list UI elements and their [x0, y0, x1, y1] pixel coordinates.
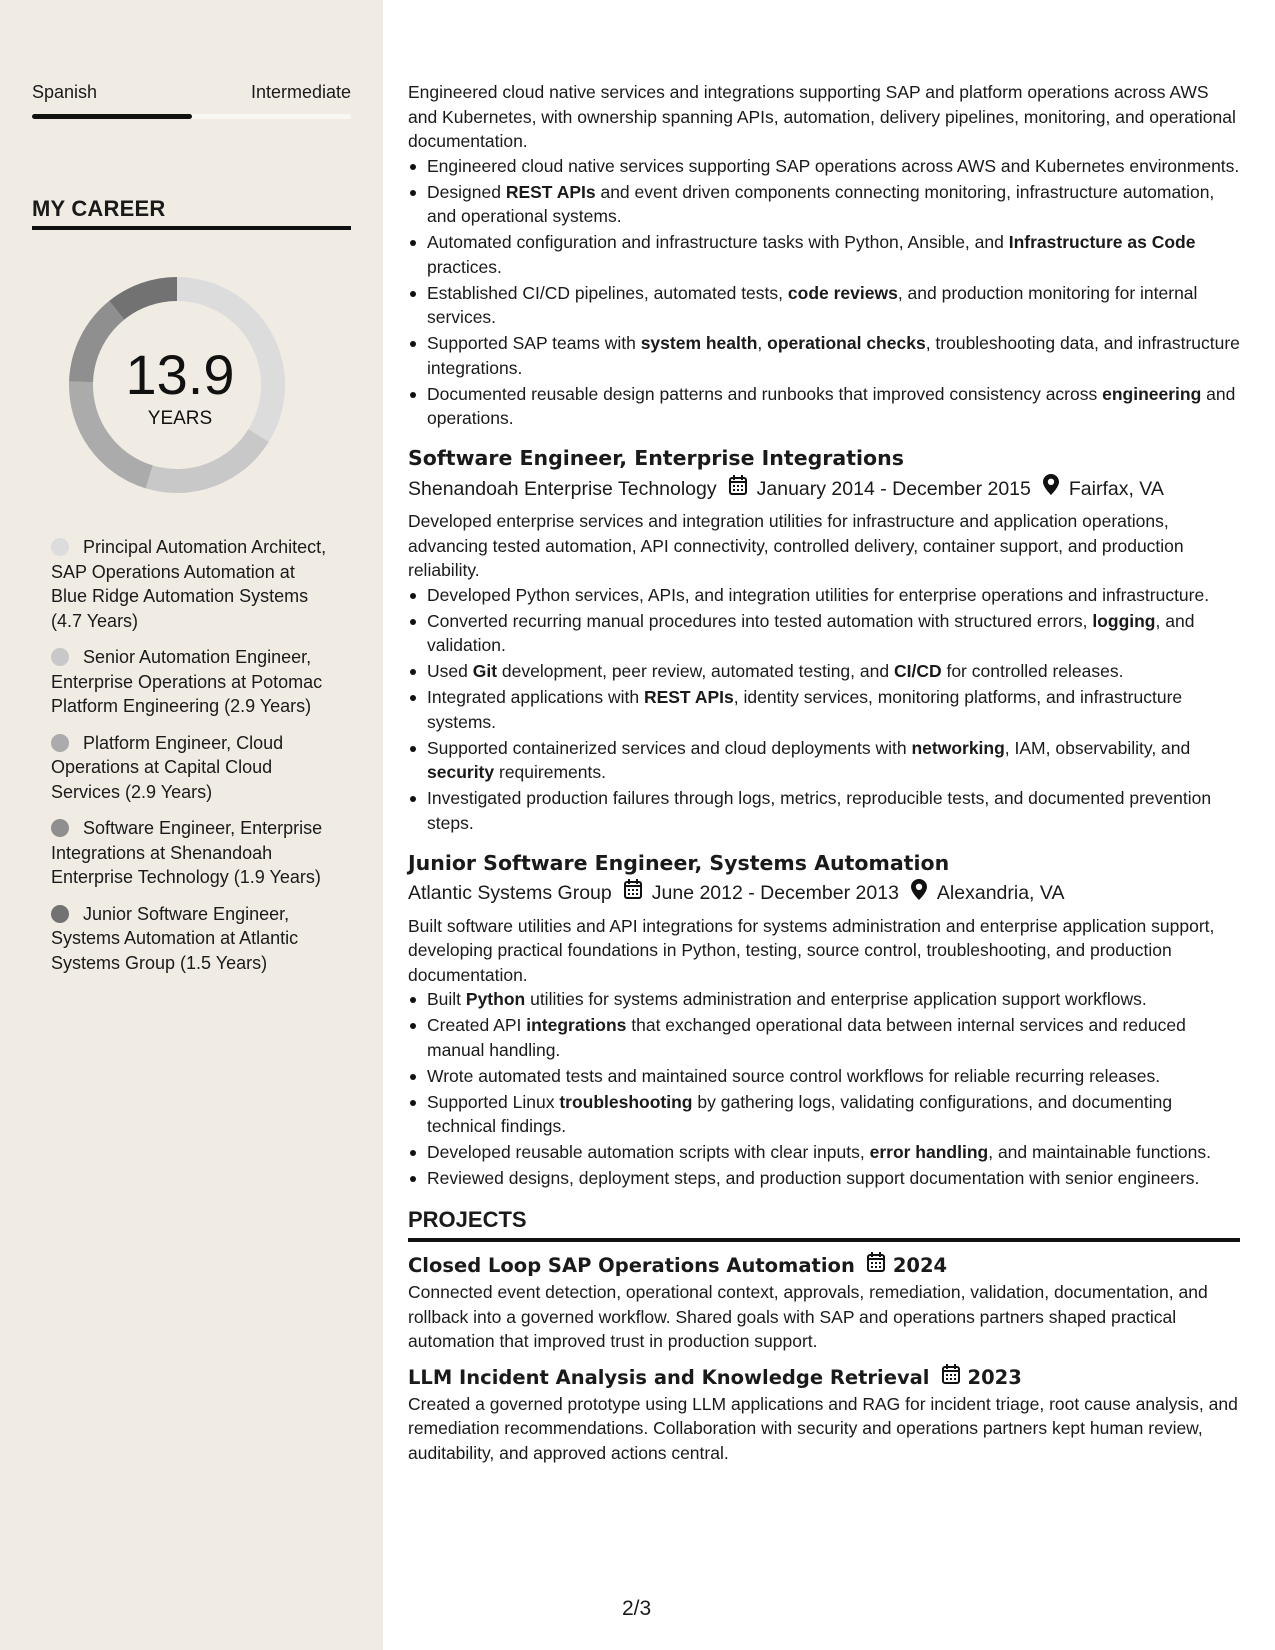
job3-dates: June 2012 - December 2013 [651, 882, 899, 904]
job2-location: Fairfax, VA [1068, 477, 1164, 500]
job2-summary: Developed enterprise services and integration utilities for infrastructure and application operations, advancing tested automation, API connectivity, controlled delivery, container support, and production reliability. [408, 511, 1184, 580]
bullet-item: Supported containerized services and cloud deployments with networking, IAM, observability, and security requirements. [427, 736, 1240, 785]
bullet-item: Created API integrations that exchanged operational data between internal services and reduced manual handling. [427, 1013, 1240, 1062]
donut-segment-5 [109, 277, 177, 320]
location-pin-icon [911, 879, 927, 908]
bullet-item: Wrote automated tests and maintained source control workflows for reliable recurring releases. [427, 1064, 1240, 1089]
page-number: 2/3 [622, 1597, 652, 1620]
bullet-item: Developed Python services, APIs, and integration utilities for enterprise operations and infrastructure. [427, 583, 1240, 608]
job2-meta [408, 474, 1240, 503]
legend-label: Platform Engineer, Cloud Operations at Capital Cloud Services (2.9 Years) [51, 732, 284, 802]
bullet-item: Engineered cloud native services supporting SAP operations across AWS and Kubernetes environments. [427, 154, 1240, 179]
calendar-icon [729, 475, 747, 503]
project-1-description: Connected event detection, operational context, approvals, remediation, validation, documentation, and rollback into a governed workflow. Shared goals with SAP and operations partners shaped practical automation that improved trust in production support. [408, 1282, 1208, 1351]
project-1-title-row [408, 1252, 1240, 1280]
job2-company: Shenandoah Enterprise Technology [408, 477, 717, 500]
bullet-item: Investigated production failures through logs, metrics, reproducible tests, and documented prevention steps. [427, 786, 1240, 835]
career-legend [51, 535, 331, 987]
project-2-year: 2023 [967, 1365, 1022, 1389]
legend-dot [51, 819, 69, 837]
main-content [408, 80, 1240, 1465]
legend-item [51, 731, 331, 805]
project-1-year: 2024 [892, 1254, 948, 1277]
bullet-item: Converted recurring manual procedures into tested automation with structured errors, logging, and validation. [427, 609, 1240, 658]
job1-bullets [408, 154, 1240, 431]
job3-location: Alexandria, VA [936, 882, 1065, 904]
language-proficiency-fill [32, 114, 192, 119]
total-years-value: 13.9 [125, 343, 235, 406]
legend-dot [51, 905, 69, 923]
job3-bullets [408, 987, 1240, 1191]
job2-title: Software Engineer, Enterprise Integrations [408, 446, 904, 470]
bullet-item: Developed reusable automation scripts with clear inputs, error handling, and maintainable functions. [427, 1140, 1240, 1165]
legend-label: Junior Software Engineer, Systems Automation at Atlantic Systems Group (1.5 Years) [51, 903, 299, 973]
project-2-description: Created a governed prototype using LLM applications and RAG for incident triage, root cause analysis, and remediation recommendations. Collaboration with security and operations partners kept human review, auditability, and approved actions central. [408, 1393, 1238, 1463]
bullet-item: Automated configuration and infrastructure tasks with Python, Ansible, and Infrastructure as Code practices. [427, 230, 1240, 279]
legend-label: Software Engineer, Enterprise Integrations at Shenandoah Enterprise Technology (1.9 Years) [51, 818, 323, 887]
bullet-item: Established CI/CD pipelines, automated tests, code reviews, and production monitoring for internal services. [427, 281, 1240, 330]
legend-label: Principal Automation Architect, SAP Operations Automation at Blue Ridge Automation Systems (4.7 Years) [51, 537, 327, 631]
project-item [408, 1252, 1240, 1354]
bullet-item: Documented reusable design patterns and runbooks that improved consistency across engineering and operations. [427, 382, 1240, 431]
bullet-item: Designed REST APIs and event driven components connecting monitoring, infrastructure automation, and operational systems. [427, 180, 1240, 229]
legend-item [51, 816, 331, 890]
language-level: Intermediate [250, 82, 351, 102]
total-years-unit: YEARS [147, 408, 213, 429]
calendar-icon [624, 879, 642, 907]
language-row [32, 82, 351, 103]
project-2-title: LLM Incident Analysis and Knowledge Retrieval [408, 1365, 930, 1389]
legend-dot [51, 538, 69, 556]
bullet-item: Built Python utilities for systems administration and enterprise application support workflows. [427, 987, 1240, 1012]
career-heading: MY CAREER [32, 196, 351, 230]
legend-dot [51, 648, 69, 666]
calendar-icon [867, 1252, 885, 1280]
legend-dot [51, 734, 69, 752]
bullet-item: Supported SAP teams with system health, operational checks, troubleshooting data, and infrastructure integrations. [427, 331, 1240, 380]
calendar-icon [942, 1364, 960, 1392]
legend-item [51, 645, 331, 719]
project-2-title-row [408, 1364, 1240, 1392]
job3-title: Junior Software Engineer, Systems Automation [408, 850, 950, 875]
location-pin-icon [1043, 474, 1059, 503]
bullet-item: Supported Linux troubleshooting by gathering logs, validating configurations, and documenting technical findings. [427, 1090, 1240, 1139]
project-1-title: Closed Loop SAP Operations Automation [408, 1254, 855, 1277]
legend-item [51, 902, 331, 976]
job3-summary: Built software utilities and API integrations for systems administration and enterprise application support, developing practical foundations in Python, testing, source control, troubleshooting, and production documentation. [408, 915, 1215, 985]
donut-segment-2 [146, 429, 269, 493]
language-proficiency-bar [32, 114, 351, 119]
job2-bullets [408, 583, 1240, 836]
job1-summary: Engineered cloud native services and integrations supporting SAP and platform operations across AWS and Kubernetes, with ownership spanning APIs, automation, delivery pipelines, monitoring, and operational documentation. [408, 82, 1236, 151]
legend-item [51, 535, 331, 633]
project-item [408, 1364, 1240, 1466]
bullet-item: Integrated applications with REST APIs, identity services, monitoring platforms, and infrastructure systems. [427, 685, 1240, 734]
job3-company: Atlantic Systems Group [408, 882, 612, 904]
job2-dates: January 2014 - December 2015 [756, 477, 1031, 500]
bullet-item: Used Git development, peer review, automated testing, and CI/CD for controlled releases. [427, 659, 1240, 684]
legend-label: Senior Automation Engineer, Enterprise Operations at Potomac Platform Engineering (2.9 Years) [51, 647, 323, 716]
bullet-item: Reviewed designs, deployment steps, and production support documentation with senior engineers. [427, 1166, 1240, 1191]
projects-heading: PROJECTS [408, 1206, 1240, 1242]
language-name: Spanish [32, 82, 98, 102]
job3-meta [408, 879, 1240, 908]
